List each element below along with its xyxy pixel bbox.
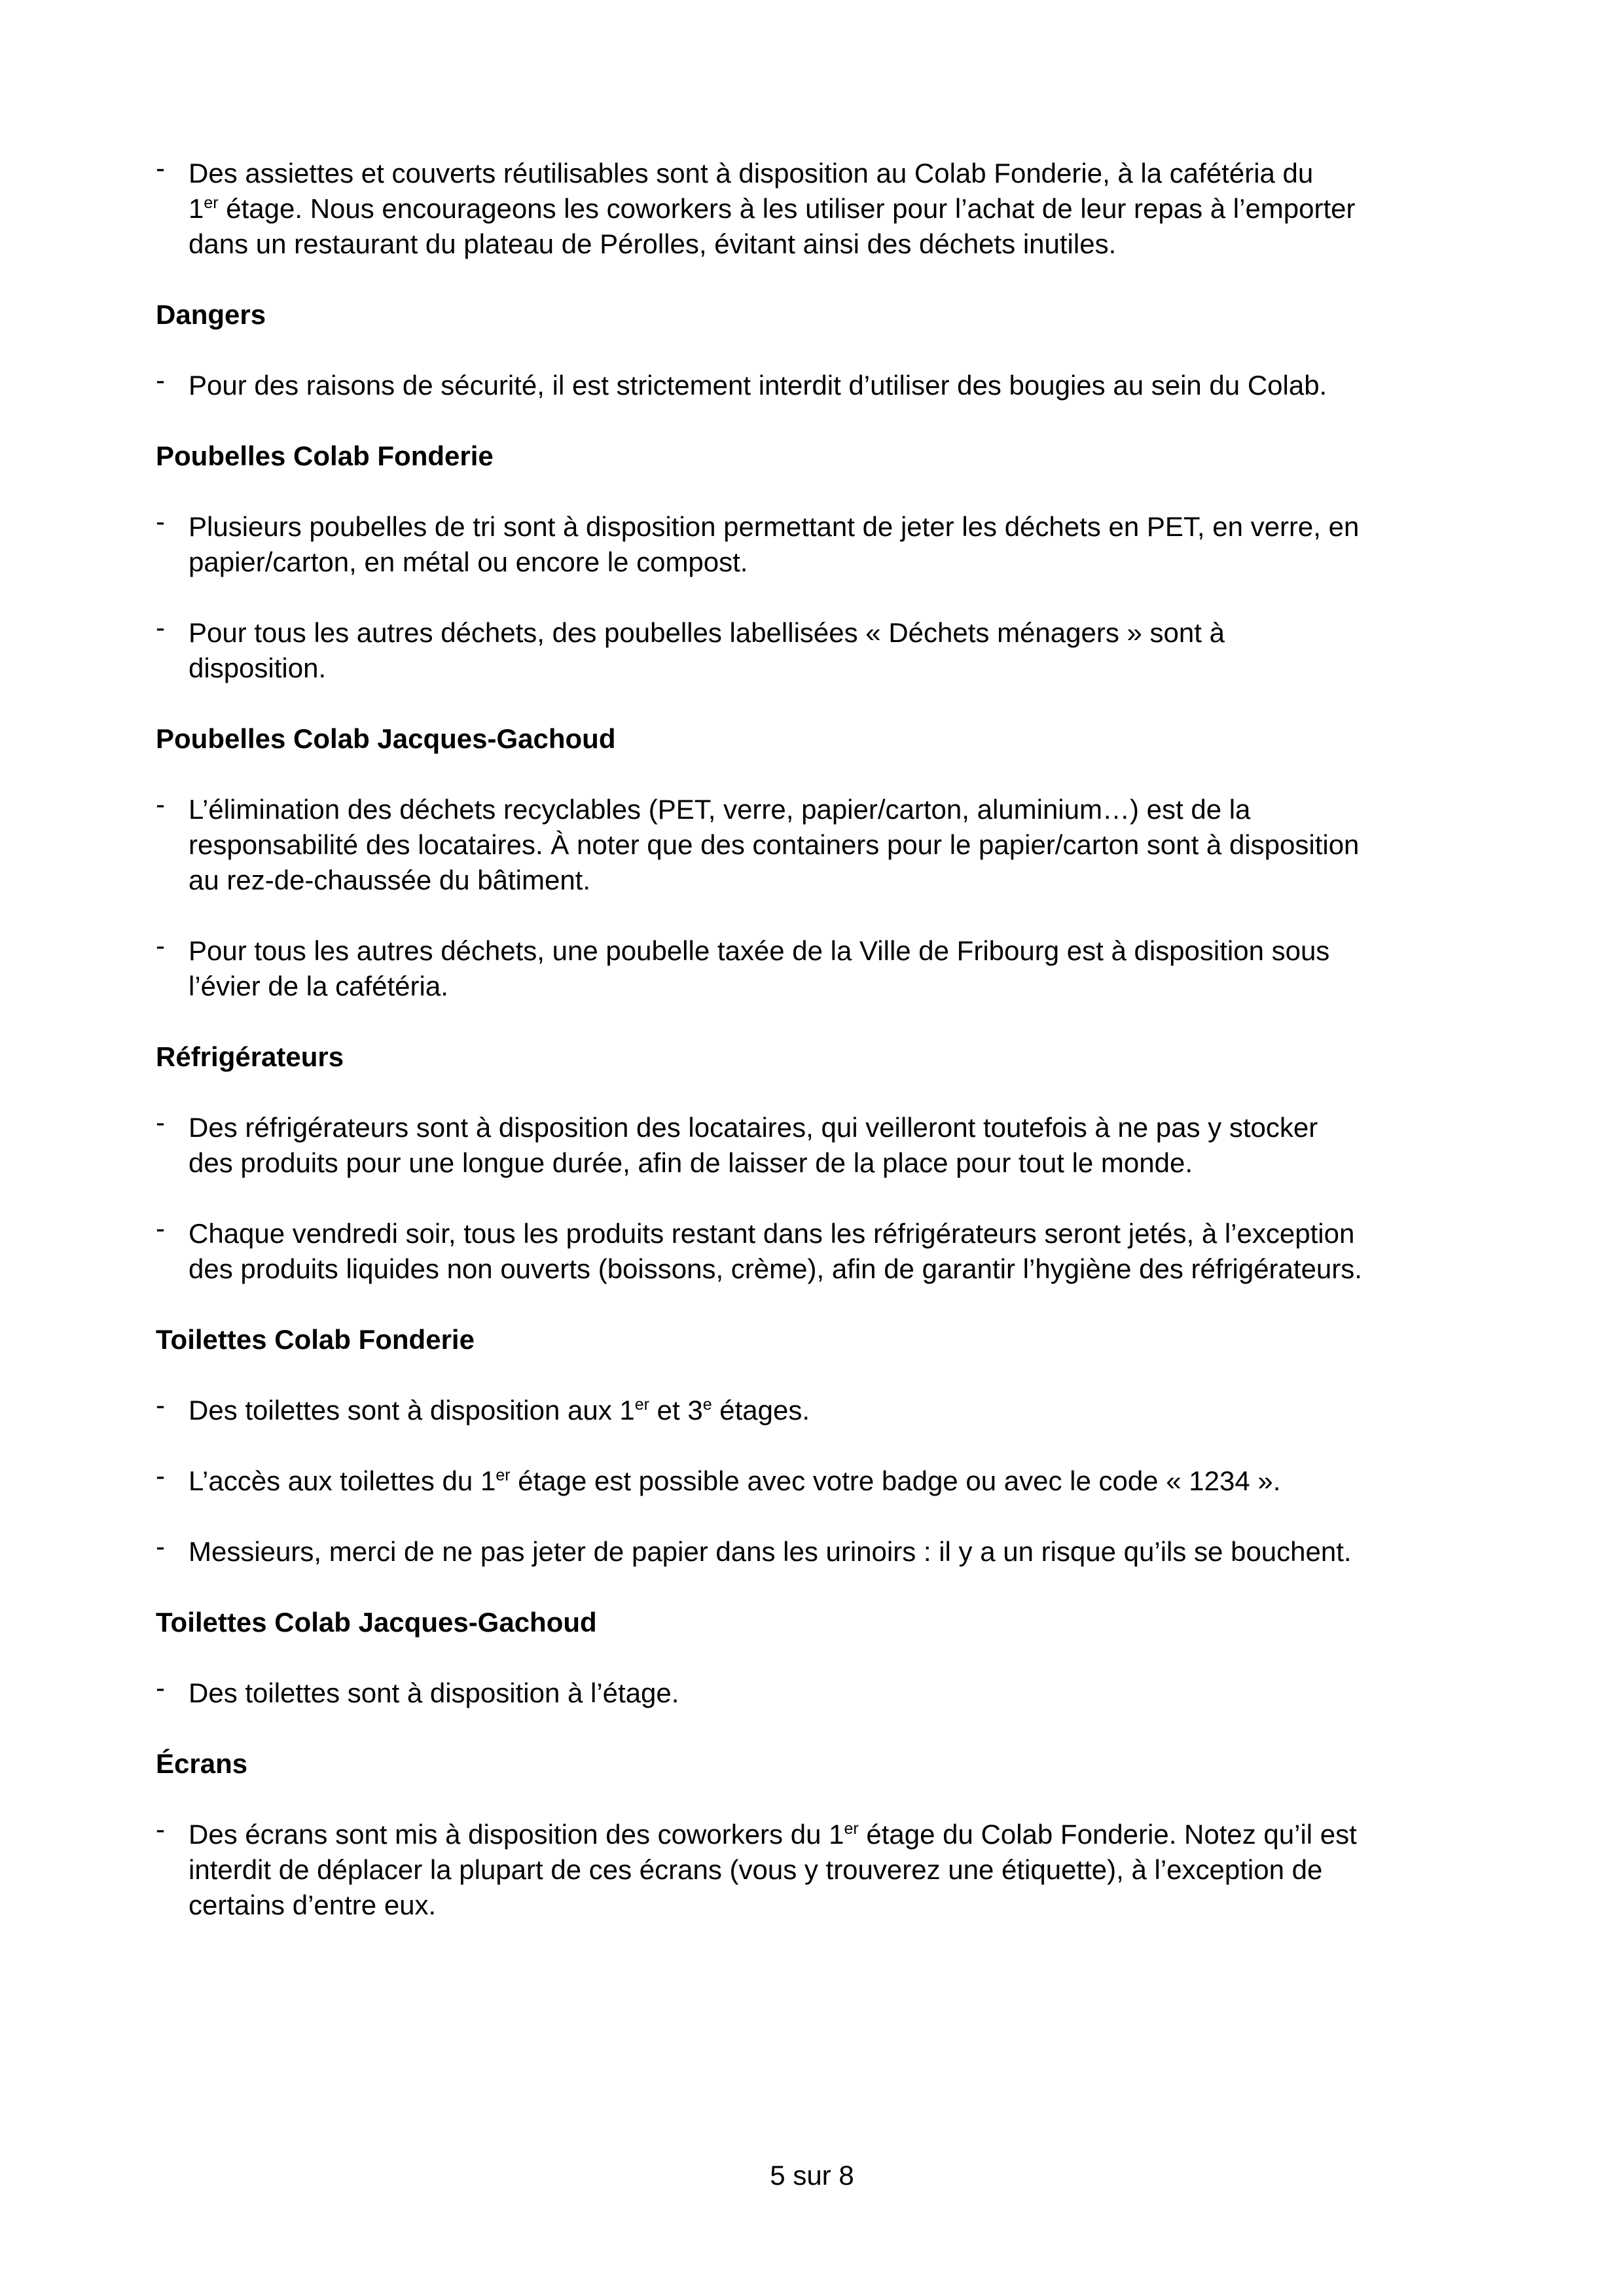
item-text: Pour tous les autres déchets, une poubelle taxée de la Ville de Fribourg est à disposition sous l’évier de la cafétéria. xyxy=(189,935,1330,1001)
list-item xyxy=(156,365,1485,403)
list-item xyxy=(156,612,1485,686)
bullet-dash: - xyxy=(156,1390,165,1420)
bullet-dash: - xyxy=(156,365,165,395)
section-heading-ecrans: Écrans xyxy=(156,1748,248,1779)
list-item xyxy=(156,1814,1485,1923)
section-heading-toilettes-fonderie: Toilettes Colab Fonderie xyxy=(156,1324,475,1355)
item-text: Pour tous les autres déchets, des poubelles labellisées « Déchets ménagers » sont à disposition. xyxy=(189,617,1225,683)
bullet-dash: - xyxy=(156,1213,165,1244)
bullet-dash: - xyxy=(156,152,165,183)
item-text: Plusieurs poubelles de tri sont à disposition permettant de jeter les déchets en PET, en verre, en papier/carton, en métal ou encore le compost. xyxy=(189,511,1360,577)
page-number: 5 sur 8 xyxy=(770,2160,854,2191)
bullet-dash: - xyxy=(156,1672,165,1703)
list-item xyxy=(156,1213,1485,1287)
bullet-dash: - xyxy=(156,612,165,643)
item-text: Pour des raisons de sécurité, il est strictement interdit d’utiliser des bougies au sein du Colab. xyxy=(189,370,1327,401)
list-item xyxy=(156,1107,1485,1181)
list-item xyxy=(156,152,1485,262)
item-text: Des toilettes sont à disposition à l’étage. xyxy=(189,1677,679,1708)
list-item xyxy=(156,1460,1485,1499)
item-text: L’élimination des déchets recyclables (PET, verre, papier/carton, aluminium…) est de la responsabilité des locataires. À noter que des containers pour le papier/carton sont à disposition au rez-de-chaussée du bâtiment. xyxy=(189,794,1360,895)
list-item xyxy=(156,1672,1485,1711)
bullet-dash: - xyxy=(156,789,165,819)
section-heading-poubelles-jacques-gachoud: Poubelles Colab Jacques-Gachoud xyxy=(156,723,616,754)
bullet-dash: - xyxy=(156,1460,165,1491)
section-heading-dangers: Dangers xyxy=(156,299,266,330)
section-heading-refrigerateurs: Réfrigérateurs xyxy=(156,1041,344,1072)
bullet-dash: - xyxy=(156,506,165,537)
bullet-dash: - xyxy=(156,1814,165,1844)
list-item xyxy=(156,506,1485,580)
list-item xyxy=(156,1390,1485,1428)
item-text: Des assiettes et couverts réutilisables sont à disposition au Colab Fonderie, à la cafétéria du 1er étage. Nous encourageons les coworkers à les utiliser pour l’achat de leur repas à l’emporter dans un restaurant du plateau de Pérolles, évitant ainsi des déchets inutiles. xyxy=(189,158,1356,259)
list-item xyxy=(156,930,1485,1004)
page-content xyxy=(156,152,1485,1923)
item-text: Des toilettes sont à disposition aux 1er et 3e étages. xyxy=(189,1395,810,1426)
bullet-dash: - xyxy=(156,930,165,961)
bullet-dash: - xyxy=(156,1107,165,1138)
item-text: Des écrans sont mis à disposition des coworkers du 1er étage du Colab Fonderie. Notez qu’il est interdit de déplacer la plupart de ces écrans (vous y trouverez une étiquette), à l’exception de certains d’entre eux. xyxy=(189,1819,1357,1920)
item-text: Messieurs, merci de ne pas jeter de papier dans les urinoirs : il y a un risque qu’ils se bouchent. xyxy=(189,1536,1352,1567)
item-text: Des réfrigérateurs sont à disposition des locataires, qui veilleront toutefois à ne pas y stocker des produits pour une longue durée, afin de laisser de la place pour tout le monde. xyxy=(189,1112,1318,1178)
item-text: L’accès aux toilettes du 1er étage est possible avec votre badge ou avec le code « 1234 ». xyxy=(189,1465,1281,1496)
list-item xyxy=(156,1531,1485,1570)
list-item xyxy=(156,789,1485,898)
bullet-dash: - xyxy=(156,1531,165,1562)
item-text: Chaque vendredi soir, tous les produits restant dans les réfrigérateurs seront jetés, à l’exception des produits liquides non ouverts (boissons, crème), afin de garantir l’hygiène des réfrigérateurs. xyxy=(189,1218,1362,1284)
section-heading-toilettes-jacques-gachoud: Toilettes Colab Jacques-Gachoud xyxy=(156,1607,597,1638)
section-heading-poubelles-fonderie: Poubelles Colab Fonderie xyxy=(156,440,494,471)
